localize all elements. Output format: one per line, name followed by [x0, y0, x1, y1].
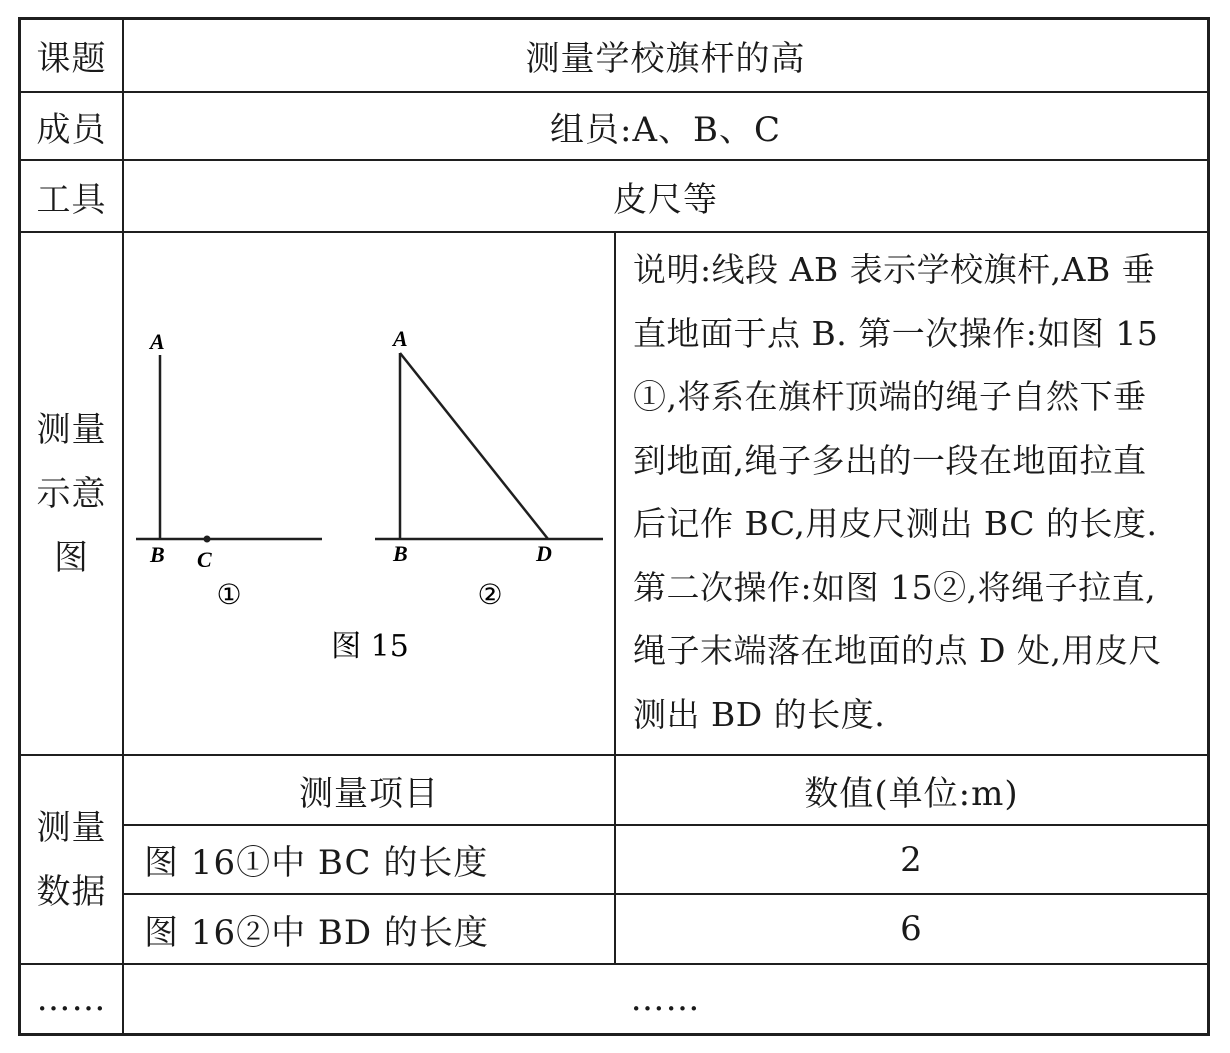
- figure-caption: 图 15: [331, 629, 409, 664]
- figure-15: [124, 233, 614, 754]
- data-item: 图 16①中 BC 的长度: [144, 843, 489, 883]
- diagram-label: [21, 233, 122, 754]
- table-border-right: [1207, 17, 1210, 1036]
- point-c: [204, 536, 211, 543]
- data-item: 图 16②中 BD 的长度: [144, 912, 489, 953]
- description-line: 直地面于点 B. 第一次操作:如图 15: [633, 313, 1159, 353]
- diagram-label-line: 示意: [36, 473, 107, 514]
- table-border-bottom: [18, 1033, 1210, 1036]
- rope-ad: [400, 353, 548, 539]
- diagram-description: [633, 238, 1198, 746]
- data-value: 2: [900, 839, 923, 880]
- label-c: C: [197, 547, 212, 572]
- data-label-line: 数据: [36, 871, 107, 912]
- more-value: ……: [630, 979, 701, 1019]
- header-value: 数值(单位:m): [804, 773, 1019, 814]
- tools-label: 工具: [36, 179, 107, 220]
- header-item: 测量项目: [299, 773, 439, 814]
- more-label: ……: [36, 979, 107, 1019]
- topic-label: 课题: [36, 39, 107, 79]
- figure-15-part-1: [136, 329, 322, 611]
- label-d: D: [536, 541, 552, 566]
- tools-value: 皮尺等: [613, 179, 718, 220]
- description-line: 到地面,绳子多出的一段在地面拉直: [633, 440, 1147, 480]
- subfigure-number: ①: [216, 580, 242, 611]
- label-b: B: [150, 542, 165, 567]
- data-label: [21, 756, 122, 963]
- description-line: 绳子末端落在地面的点 D 处,用皮尺: [633, 631, 1162, 670]
- description-line: 测出 BD 的长度.: [633, 694, 886, 734]
- members-label: 成员: [36, 109, 107, 150]
- diagram-label-line: 测量: [36, 409, 107, 450]
- label-a: A: [150, 329, 165, 354]
- members-value: 组员:A、B、C: [549, 109, 781, 150]
- subfigure-number: ②: [477, 580, 503, 611]
- description-line: 第二次操作:如图 15②,将绳子拉直,: [633, 567, 1157, 607]
- topic-value: 测量学校旗杆的高: [525, 39, 806, 79]
- data-value: 6: [900, 909, 923, 949]
- data-label-line: 测量: [36, 807, 107, 848]
- label-b: B: [393, 541, 408, 566]
- label-a: A: [393, 326, 408, 351]
- figure-15-part-2: [375, 326, 603, 611]
- description-line: 说明:线段 AB 表示学校旗杆,AB 垂: [633, 250, 1156, 289]
- diagram-label-line: 图: [54, 537, 89, 578]
- description-line: ①,将系在旗杆顶端的绳子自然下垂: [633, 377, 1147, 416]
- description-line: 后记作 BC,用皮尺测出 BC 的长度.: [633, 504, 1158, 543]
